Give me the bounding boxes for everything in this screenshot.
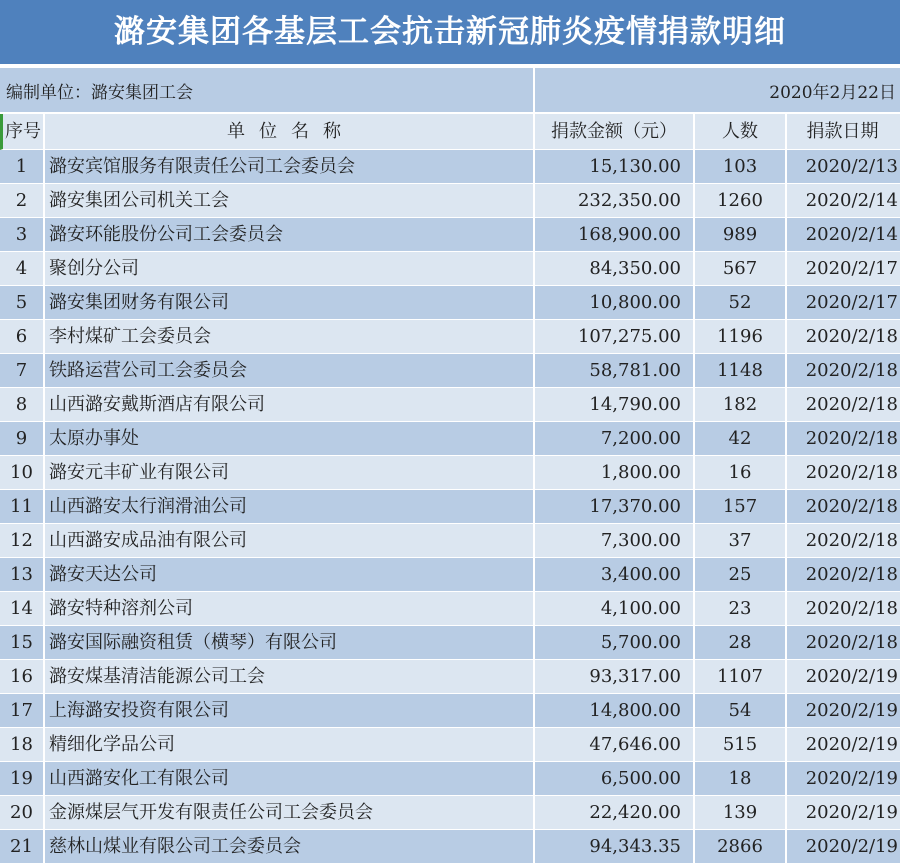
- table-row: [0, 694, 900, 728]
- cell-amount[interactable]: 22,420.00: [535, 796, 695, 829]
- cell-people[interactable]: 1107: [695, 660, 787, 693]
- table-row: [0, 218, 900, 252]
- cell-people[interactable]: 25: [695, 558, 787, 591]
- cell-people[interactable]: 989: [695, 218, 787, 251]
- table-row: [0, 184, 900, 218]
- cell-name[interactable]: 潞安环能股份公司工会委员会: [45, 218, 535, 251]
- table-row: [0, 762, 900, 796]
- cell-name[interactable]: 聚创分公司: [45, 252, 535, 285]
- table-row: [0, 456, 900, 490]
- cell-seq[interactable]: 14: [0, 592, 45, 625]
- cell-seq[interactable]: 19: [0, 762, 45, 795]
- table-row: [0, 388, 900, 422]
- cell-amount[interactable]: 15,130.00: [535, 150, 695, 183]
- cell-amount[interactable]: 58,781.00: [535, 354, 695, 387]
- cell-seq[interactable]: 2: [0, 184, 45, 217]
- cell-people[interactable]: 567: [695, 252, 787, 285]
- cell-seq[interactable]: 21: [0, 830, 45, 863]
- table-row: [0, 660, 900, 694]
- cell-seq[interactable]: 10: [0, 456, 45, 489]
- cell-name[interactable]: 精细化学品公司: [45, 728, 535, 761]
- cell-people[interactable]: 139: [695, 796, 787, 829]
- cell-amount[interactable]: 93,317.00: [535, 660, 695, 693]
- cell-name[interactable]: 潞安天达公司: [45, 558, 535, 591]
- cell-amount[interactable]: 14,790.00: [535, 388, 695, 421]
- cell-seq[interactable]: 12: [0, 524, 45, 557]
- table-row: [0, 626, 900, 660]
- cell-date[interactable]: 2020/2/18: [805, 462, 898, 483]
- table-row: [0, 252, 900, 286]
- cell-date[interactable]: 2020/2/19: [805, 700, 898, 721]
- cell-date[interactable]: 2020/2/18: [805, 496, 898, 517]
- cell-date[interactable]: 2020/2/18: [805, 326, 898, 347]
- table-row: [0, 524, 900, 558]
- cell-people[interactable]: 182: [695, 388, 787, 421]
- sheet-title: 潞安集团各基层工会抗击新冠肺炎疫情捐款明细: [0, 0, 900, 68]
- cell-name[interactable]: 潞安元丰矿业有限公司: [45, 456, 535, 489]
- cell-seq[interactable]: 1: [0, 150, 45, 183]
- cell-name[interactable]: 潞安宾馆服务有限责任公司工会委员会: [45, 150, 535, 183]
- cell-people[interactable]: 54: [695, 694, 787, 727]
- cell-date[interactable]: 2020/2/18: [805, 360, 898, 381]
- cell-date[interactable]: 2020/2/19: [805, 734, 898, 755]
- cell-date[interactable]: 2020/2/14: [805, 224, 898, 245]
- cell-people[interactable]: 42: [695, 422, 787, 455]
- cell-amount[interactable]: 4,100.00: [535, 592, 695, 625]
- cell-seq[interactable]: 6: [0, 320, 45, 353]
- cell-seq[interactable]: 5: [0, 286, 45, 319]
- cell-date[interactable]: 2020/2/17: [805, 258, 898, 279]
- cell-date[interactable]: 2020/2/19: [805, 802, 898, 823]
- cell-people[interactable]: 23: [695, 592, 787, 625]
- header-row: [0, 114, 900, 150]
- cell-name[interactable]: 潞安煤基清洁能源公司工会: [45, 660, 535, 693]
- header-seq[interactable]: 序号: [3, 114, 45, 149]
- cell-people[interactable]: 28: [695, 626, 787, 659]
- cell-seq[interactable]: 8: [0, 388, 45, 421]
- cell-name[interactable]: 李村煤矿工会委员会: [45, 320, 535, 353]
- cell-amount[interactable]: 17,370.00: [535, 490, 695, 523]
- header-date[interactable]: 捐款日期: [806, 121, 879, 142]
- cell-people[interactable]: 1196: [695, 320, 787, 353]
- cell-amount[interactable]: 3,400.00: [535, 558, 695, 591]
- cell-date[interactable]: 2020/2/19: [805, 768, 898, 789]
- report-date-cell[interactable]: 2020年2月22日: [769, 83, 896, 103]
- cell-people[interactable]: 1148: [695, 354, 787, 387]
- cell-seq[interactable]: 9: [0, 422, 45, 455]
- cell-amount[interactable]: 232,350.00: [535, 184, 695, 217]
- cell-name[interactable]: 山西潞安太行润滑油公司: [45, 490, 535, 523]
- cell-name[interactable]: 潞安集团公司机关工会: [45, 184, 535, 217]
- cell-name[interactable]: 山西潞安戴斯酒店有限公司: [45, 388, 535, 421]
- cell-amount[interactable]: 84,350.00: [535, 252, 695, 285]
- cell-amount[interactable]: 10,800.00: [535, 286, 695, 319]
- cell-date[interactable]: 2020/2/18: [805, 428, 898, 449]
- table-row: [0, 830, 900, 864]
- cell-seq[interactable]: 13: [0, 558, 45, 591]
- table-body: [0, 150, 900, 864]
- cell-seq[interactable]: 3: [0, 218, 45, 251]
- cell-date[interactable]: 2020/2/18: [805, 564, 898, 585]
- info-row: [0, 68, 900, 114]
- cell-seq[interactable]: 16: [0, 660, 45, 693]
- table-row: [0, 728, 900, 762]
- cell-seq[interactable]: 11: [0, 490, 45, 523]
- cell-seq[interactable]: 17: [0, 694, 45, 727]
- cell-name[interactable]: 太原办事处: [45, 422, 535, 455]
- table-row: [0, 422, 900, 456]
- cell-name[interactable]: 潞安集团财务有限公司: [45, 286, 535, 319]
- header-name[interactable]: 单位名称: [45, 114, 535, 149]
- cell-amount[interactable]: 47,646.00: [535, 728, 695, 761]
- cell-date[interactable]: 2020/2/19: [805, 836, 898, 857]
- header-people[interactable]: 人数: [695, 114, 787, 149]
- cell-people[interactable]: 515: [695, 728, 787, 761]
- compiling-unit-cell[interactable]: 编制单位：潞安集团工会: [0, 68, 535, 112]
- cell-amount[interactable]: 1,800.00: [535, 456, 695, 489]
- cell-people[interactable]: 1260: [695, 184, 787, 217]
- cell-name[interactable]: 铁路运营公司工会委员会: [45, 354, 535, 387]
- cell-people[interactable]: 157: [695, 490, 787, 523]
- cell-name[interactable]: 上海潞安投资有限公司: [45, 694, 535, 727]
- table-row: [0, 592, 900, 626]
- table-row: [0, 150, 900, 184]
- cell-name[interactable]: 山西潞安成品油有限公司: [45, 524, 535, 557]
- cell-amount[interactable]: 107,275.00: [535, 320, 695, 353]
- cell-date[interactable]: 2020/2/17: [805, 292, 898, 313]
- cell-name[interactable]: 山西潞安化工有限公司: [45, 762, 535, 795]
- cell-seq[interactable]: 7: [0, 354, 45, 387]
- cell-seq[interactable]: 18: [0, 728, 45, 761]
- table-row: [0, 320, 900, 354]
- cell-amount[interactable]: 168,900.00: [535, 218, 695, 251]
- cell-date[interactable]: 2020/2/14: [805, 190, 898, 211]
- cell-amount[interactable]: 7,200.00: [535, 422, 695, 455]
- cell-people[interactable]: 52: [695, 286, 787, 319]
- cell-seq[interactable]: 20: [0, 796, 45, 829]
- cell-seq[interactable]: 15: [0, 626, 45, 659]
- cell-people[interactable]: 103: [695, 150, 787, 183]
- cell-date[interactable]: 2020/2/19: [805, 666, 898, 687]
- table-row: [0, 796, 900, 830]
- cell-amount[interactable]: 6,500.00: [535, 762, 695, 795]
- table-row: [0, 354, 900, 388]
- cell-people[interactable]: 2866: [695, 830, 787, 863]
- table-row: [0, 490, 900, 524]
- cell-name[interactable]: 潞安特种溶剂公司: [45, 592, 535, 625]
- cell-amount[interactable]: 7,300.00: [535, 524, 695, 557]
- cell-people[interactable]: 18: [695, 762, 787, 795]
- cell-name[interactable]: 金源煤层气开发有限责任公司工会委员会: [45, 796, 535, 829]
- table-row: [0, 286, 900, 320]
- cell-date[interactable]: 2020/2/13: [805, 156, 898, 177]
- cell-people[interactable]: 37: [695, 524, 787, 557]
- cell-people[interactable]: 16: [695, 456, 787, 489]
- cell-amount[interactable]: 94,343.35: [535, 830, 695, 863]
- cell-name[interactable]: 慈林山煤业有限公司工会委员会: [45, 830, 535, 863]
- cell-date[interactable]: 2020/2/18: [805, 530, 898, 551]
- cell-date[interactable]: 2020/2/18: [805, 598, 898, 619]
- cell-amount[interactable]: 14,800.00: [535, 694, 695, 727]
- cell-date[interactable]: 2020/2/18: [805, 394, 898, 415]
- table-row: [0, 558, 900, 592]
- cell-amount[interactable]: 5,700.00: [535, 626, 695, 659]
- header-amount[interactable]: 捐款金额（元）: [535, 114, 695, 149]
- cell-name[interactable]: 潞安国际融资租赁（横琴）有限公司: [45, 626, 535, 659]
- cell-seq[interactable]: 4: [0, 252, 45, 285]
- cell-date[interactable]: 2020/2/18: [805, 632, 898, 653]
